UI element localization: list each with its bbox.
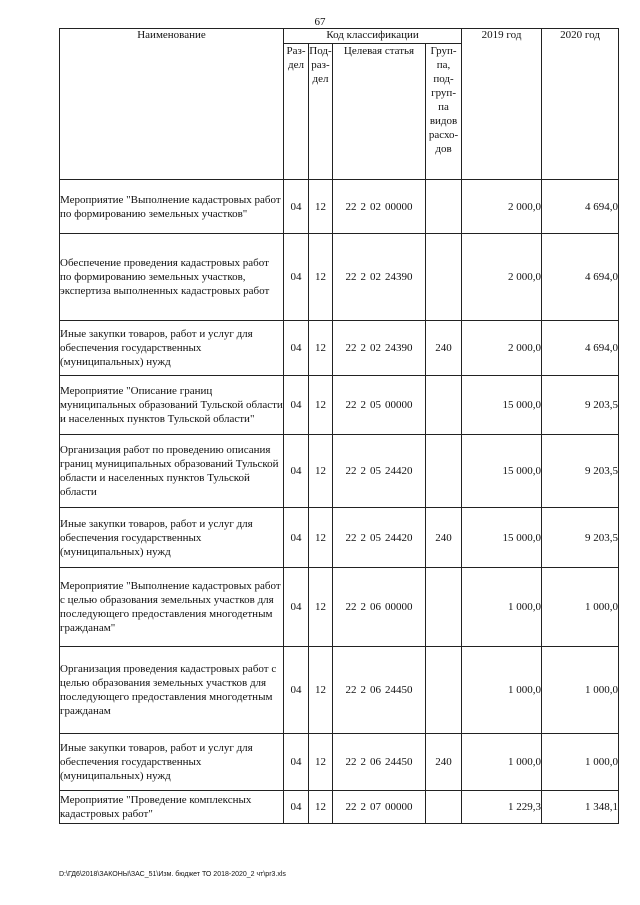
row-expense-group: [426, 234, 462, 321]
row-amount-2020: 9 203,5: [542, 435, 619, 508]
row-amount-2020: 4 694,0: [542, 180, 619, 234]
row-name: Мероприятие "Выполнение кадастровых работ с целью образования земельных участков для последующего предоставления многодетным гражданам": [60, 568, 284, 647]
target-article-part: 06: [370, 756, 381, 768]
row-subsection: 12: [309, 508, 333, 568]
header-target-article: Целевая статья: [333, 44, 426, 180]
row-target-article: [333, 180, 426, 234]
row-name: Иные закупки товаров, работ и услуг для обеспечения государственных (муниципальных) нужд: [60, 321, 284, 376]
target-article-part: 22: [345, 271, 357, 283]
target-article-part: 2: [360, 399, 366, 411]
row-subsection: 12: [309, 568, 333, 647]
row-target-article: [333, 376, 426, 435]
row-name: Обеспечение проведения кадастровых работ по формированию земельных участков, экспертиза выполненных кадастровых работ: [60, 234, 284, 321]
row-subsection: 12: [309, 647, 333, 734]
row-name: Иные закупки товаров, работ и услуг для обеспечения государственных (муниципальных) нужд: [60, 734, 284, 791]
target-article-part: 22: [345, 601, 357, 613]
table-row: [60, 376, 619, 435]
table-row: [60, 321, 619, 376]
row-amount-2019: 15 000,0: [462, 435, 542, 508]
row-amount-2019: 15 000,0: [462, 508, 542, 568]
row-name: Мероприятие "Описание границ муниципальных образований Тульской области и населенных пунктов Тульской области": [60, 376, 284, 435]
row-amount-2019: 1 000,0: [462, 647, 542, 734]
row-name: Иные закупки товаров, работ и услуг для обеспечения государственных (муниципальных) нужд: [60, 508, 284, 568]
row-subsection: 12: [309, 180, 333, 234]
budget-body: [60, 180, 619, 824]
row-amount-2019: 1 229,3: [462, 791, 542, 824]
row-section: 04: [284, 568, 309, 647]
target-article-part: 22: [345, 399, 357, 411]
target-article-part: 05: [370, 531, 381, 544]
target-article-part: 22: [345, 531, 357, 544]
header-subsection: Под-раз-дел: [309, 44, 333, 180]
row-amount-2020: 9 203,5: [542, 376, 619, 435]
target-article-part: 06: [370, 601, 381, 613]
header-classification: Код классификации: [284, 29, 462, 44]
row-amount-2019: 2 000,0: [462, 234, 542, 321]
table-row: [60, 180, 619, 234]
row-subsection: 12: [309, 376, 333, 435]
row-amount-2020: 4 694,0: [542, 321, 619, 376]
target-article-part: 02: [370, 342, 381, 354]
row-amount-2020: 1 000,0: [542, 734, 619, 791]
table-row: [60, 508, 619, 568]
row-target-article: [333, 508, 426, 568]
row-expense-group: [426, 568, 462, 647]
target-article-part: 2: [360, 756, 366, 768]
row-expense-group: 240: [426, 734, 462, 791]
row-name: Мероприятие "Проведение комплексных кадастровых работ": [60, 791, 284, 824]
row-section: 04: [284, 180, 309, 234]
target-article-part: 00000: [385, 399, 413, 411]
row-target-article: [333, 734, 426, 791]
table-row: [60, 647, 619, 734]
row-name: Мероприятие "Выполнение кадастровых работ по формированию земельных участков": [60, 180, 284, 234]
target-article-part: 05: [370, 465, 381, 477]
row-section: 04: [284, 321, 309, 376]
target-article-part: 02: [370, 200, 381, 213]
row-amount-2020: 1 000,0: [542, 568, 619, 647]
row-amount-2019: 1 000,0: [462, 568, 542, 647]
target-article-part: 00000: [385, 801, 413, 813]
row-name: Организация проведения кадастровых работ с целью образования земельных участков для последующего предоставления многодетным гражданам: [60, 647, 284, 734]
row-amount-2020: 9 203,5: [542, 508, 619, 568]
row-amount-2019: 2 000,0: [462, 180, 542, 234]
row-expense-group: [426, 376, 462, 435]
row-target-article: [333, 647, 426, 734]
row-section: 04: [284, 435, 309, 508]
page-number: 67: [314, 16, 326, 28]
target-article-part: 22: [345, 801, 357, 813]
target-article-part: 06: [370, 684, 381, 696]
row-subsection: 12: [309, 734, 333, 791]
row-expense-group: [426, 647, 462, 734]
target-article-part: 24420: [385, 531, 413, 544]
header-name: Наименование: [60, 29, 284, 180]
target-article-part: 00000: [385, 200, 413, 213]
row-amount-2019: 1 000,0: [462, 734, 542, 791]
row-expense-group: [426, 180, 462, 234]
row-target-article: [333, 435, 426, 508]
target-article-part: 2: [360, 684, 366, 696]
target-article-part: 24450: [385, 684, 413, 696]
target-article-part: 02: [370, 271, 381, 283]
row-amount-2020: 4 694,0: [542, 234, 619, 321]
target-article-part: 2: [360, 342, 366, 354]
target-article-part: 22: [345, 465, 357, 477]
row-section: 04: [284, 376, 309, 435]
row-section: 04: [284, 734, 309, 791]
header-year-2020: 2020 год: [542, 29, 619, 180]
target-article-part: 07: [370, 801, 381, 813]
row-name: Организация работ по проведению описания границ муниципальных образований Тульской области и населенных пунктов Тульской области: [60, 435, 284, 508]
row-expense-group: 240: [426, 508, 462, 568]
target-article-part: 05: [370, 399, 381, 411]
header-section: Раз-дел: [284, 44, 309, 180]
row-section: 04: [284, 647, 309, 734]
header-expense-group: Груп-па, под-груп-па видов расхо-дов: [426, 44, 462, 180]
row-subsection: 12: [309, 321, 333, 376]
table-row: [60, 568, 619, 647]
row-amount-2020: 1 348,1: [542, 791, 619, 824]
row-target-article: [333, 568, 426, 647]
row-amount-2020: 1 000,0: [542, 647, 619, 734]
table-row: [60, 234, 619, 321]
target-article-part: 2: [360, 801, 366, 813]
header-year-2019: 2019 год: [462, 29, 542, 180]
target-article-part: 24420: [385, 465, 413, 477]
target-article-part: 22: [345, 342, 357, 354]
row-expense-group: [426, 435, 462, 508]
target-article-part: 22: [345, 756, 357, 768]
target-article-part: 24450: [385, 756, 413, 768]
row-amount-2019: 15 000,0: [462, 376, 542, 435]
target-article-part: 2: [360, 465, 366, 477]
row-expense-group: 240: [426, 321, 462, 376]
row-section: 04: [284, 791, 309, 824]
row-target-article: [333, 321, 426, 376]
row-subsection: 12: [309, 435, 333, 508]
table-row: [60, 435, 619, 508]
table-row: [60, 734, 619, 791]
target-article-part: 2: [360, 271, 366, 283]
target-article-part: 2: [360, 601, 366, 613]
target-article-part: 24390: [385, 271, 413, 283]
target-article-part: 2: [360, 531, 366, 544]
row-target-article: [333, 791, 426, 824]
row-subsection: 12: [309, 791, 333, 824]
row-subsection: 12: [309, 234, 333, 321]
target-article-part: 2: [360, 200, 366, 213]
row-amount-2019: 2 000,0: [462, 321, 542, 376]
row-section: 04: [284, 234, 309, 321]
table-row: [60, 791, 619, 824]
file-path-footer: D:\ГД6\2018\ЗАКОНЫ\ЗАС_51\Изм. бюджет ТО 2018-2020_2 чт\pr3.xls: [59, 871, 286, 878]
target-article-part: 24390: [385, 342, 413, 354]
row-target-article: [333, 234, 426, 321]
header-row: [60, 29, 619, 44]
row-expense-group: [426, 791, 462, 824]
target-article-part: 22: [345, 684, 357, 696]
target-article-part: 22: [345, 200, 357, 213]
row-section: 04: [284, 508, 309, 568]
budget-table: [59, 28, 619, 824]
target-article-part: 00000: [385, 601, 413, 613]
